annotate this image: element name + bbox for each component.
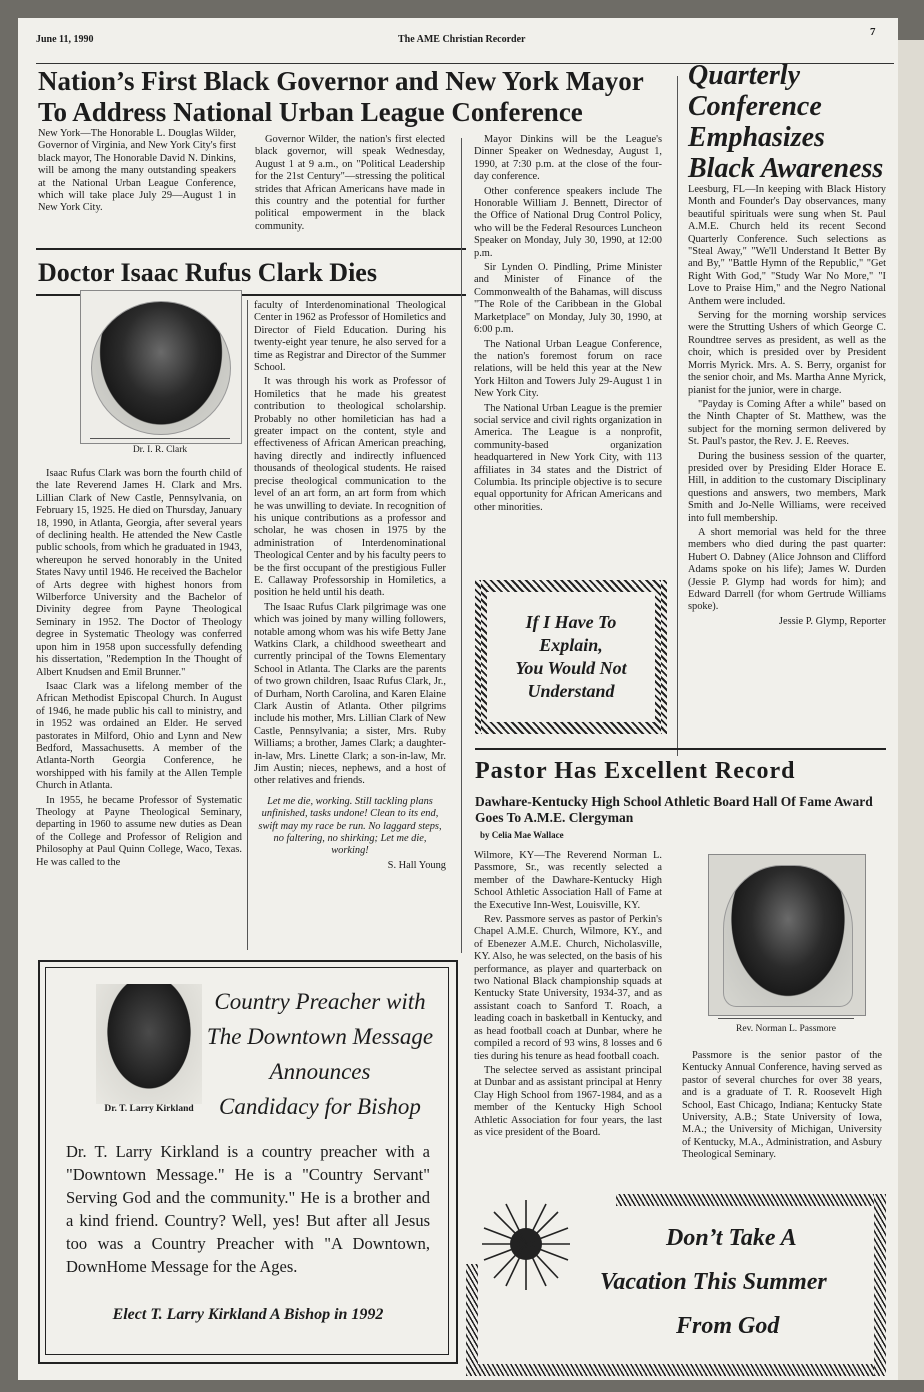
clark-column-rule: [247, 300, 248, 950]
quarterly-para: A short memorial was held for the three members who died during the past quarter: Hubert O. Dabney (Alice Johnson and Clifford Adams spoke on his life); James W. Durden (Jessie P. Glymp had words for him); and Edward Darrell (for whom Gertrude Williams spoke).: [688, 526, 886, 613]
quarterly-para: Leesburg, FL—In keeping with Black History Month and Founder's Day observances, many beautiful spirituals were sung when St. Paul A.M.E. Church held its recent Second Quarterly Conference. Such selections as "Steal Away," "We'll Understand It Better By and By," "Battle Hymn of the Republic," "Get Right With God," "Study War No More," "I Love to Praise Him," and the Negro National Anthem were included.: [688, 184, 886, 307]
clark-col-2-para: faculty of Interdenominational Theological Center in 1962 as Professor of Homiletics and Director of Field Education. During his twenty-eight year tenure, he also served for a time as Registrar and Director of the Summer School.: [254, 300, 446, 374]
quarterly-headline-line: Black Awareness: [688, 153, 884, 184]
urban-col-3: [474, 134, 662, 516]
kirkland-body: Dr. T. Larry Kirkland is a country preacher with a "Downtown Message." He is a "Country Servant" Serving God and the community." He is a brother and a kind friend. Country? Well, yes! But after all Jesus too was a Country Preacher with "A Downtown, DownHome Message for the Ages.: [66, 1142, 430, 1276]
clark-col-1: [36, 468, 242, 871]
vacation-ad: [466, 1194, 886, 1376]
pastor-col-1-para: Wilmore, KY—The Reverend Norman L. Passmore, Sr., was recently selected a member of the Dawhare-Kentucky High School Athletic Association Hall of Fame at the Executive Inn-West, Louisville, KY.: [474, 850, 662, 911]
explain-box: [487, 592, 655, 722]
pastor-col-2-text: Passmore is the senior pastor of the Kentucky Annual Conference, having served as pastor of several churches for over 38 years, and is a graduate of T. R. Roosevelt High School, East Chicago, Indiana; Kentucky State University, A.B.; State University of Iowa, M.A.; the University of Michigan, University of Kentucky, M.A., Administration, and Asbury Theological Seminary.: [682, 1050, 882, 1161]
vacation-line: From God: [676, 1313, 780, 1339]
urban-col-1-text: New York—The Honorable L. Douglas Wilder, Governor of Virginia, and New York City's first black mayor, The Honorable David N. Dinkins, will be among the many outstanding speakers at the National Urban League Conference, which will take place July 29—August 1 in New York City.: [38, 128, 236, 214]
kirkland-headline-line: Candidacy for Bishop: [219, 1094, 421, 1119]
urban-rule: [36, 248, 466, 250]
explain-box-line: Explain,: [539, 635, 603, 655]
kirkland-caption: Dr. T. Larry Kirkland: [104, 1104, 194, 1114]
pastor-col-1-para: Rev. Passmore serves as pastor of Perkin's Chapel A.M.E. Church, Wilmore, KY., and of Ebenezer A.M.E. Church, Nicholasville, KY. Also, he was selected, on the basis of his performance, as player and quarterback on two National Black championship squads at Kentucky State University, 1934-37, and as assistant coach to Sanford T. Roach, a leading coach in basketball in Kentucky, and as head football coach at Dunbar, where he compiled a record of 93 wins, 8 losses and 6 ties during his tenure as head football coach.: [474, 914, 662, 1062]
urban-col-2-text: Governor Wilder, the nation's first elected black governor, will speak Wednesday, August 1 at 9 a.m., on "Political Leadership for the 21st Century"—stressing the political strides that African Americans have made in this country and the potential for further political empowerment in the black community.: [255, 134, 445, 232]
clark-col-2-para: It was through his work as Professor of Homiletics that he made his greatest contribution to theological scholarship. Probably no other homiletician has had a greater impact on the content, style and effectiveness of African American preaching, having directly and indirectly influenced thousands of theological students. He raised precise theological communication to the level of an art form, an art form from which he was unwilling to deviate. In recognition of his unique contributions as a professor and scholar, he was chosen in 1975 by the administration of Interdenominational Theological Center and by his faculty peers to be the first occupant of the prestigious Fuller E. Callaway Professorship in Homiletics, a position he held until his death.: [254, 376, 446, 599]
clark-poem: Let me die, working. Still tackling plans unfinished, tasks undone! Clean to its end, swift may my race be run. No laggard steps, no faltering, no shirking; Let me die, working!: [258, 795, 442, 857]
urban-col-3-para: The National Urban League Conference, the nation's foremost forum on race relations, will be held this year at the New York Hilton and Towers July 29-August 1 in New York City.: [474, 338, 662, 400]
kirkland-headline-line: The Downtown Message: [206, 1024, 434, 1049]
clark-col-1-para: In 1955, he became Professor of Systematic Theology at Payne Theological Seminary, departing in 1960 to assume new duties as Dean of the College and Professor of Religion and Philosophy at Paul Quinn College, Waco, Texas. He was called to the: [36, 794, 242, 868]
passmore-photo: [723, 865, 853, 1007]
kirkland-headline: [200, 984, 440, 1124]
urban-headline: [38, 66, 698, 128]
passmore-caption: Rev. Norman L. Passmore: [736, 1024, 836, 1034]
quarterly-headline-line: Conference: [688, 91, 822, 122]
clark-col-1-para: Isaac Clark was a lifelong member of the African Methodist Episcopal Church. In August of 1946, he made public his call to ministry, and in 1952 was ordained an Elder. He served pastorates in Milford, Ohio and Lynn and New Bedford, Massachusetts. A member of the Atlanta-North Georgia Conference, he worshipped with his family at the Allen Temple Church in Atlanta.: [36, 680, 242, 792]
explain-box-border: [475, 580, 667, 734]
sun-icon: [474, 1198, 584, 1298]
kirkland-slogan: Elect T. Larry Kirkland A Bishop in 1992: [112, 1306, 384, 1323]
quarterly-headline-line: Emphasizes: [688, 122, 825, 153]
newspaper-page: [18, 18, 898, 1380]
clark-poem-author: S. Hall Young: [387, 859, 446, 871]
clark-col-2-para: The Isaac Rufus Clark pilgrimage was one which was joined by many willing followers, notable among whom was his wife Betty Jane Watkins Clark, a childhood sweetheart and currently principal of the Towns Elementary School in Atlanta. The Clarks are the parents of two grown children, Isaac Rufus Clark, Jr., of Durham, North Carolina, and Karen Elaine Clark Austin of Atlanta. Other pilgrims include his mother, Mrs. Lillian Clark of New Castle, Pennsylvania; a sister, Mrs. Ruby Williams; a brother, James Clark; a daughter-in-law, Mrs. Linette Clark; a son-in-law, Mr. Jim Austin; nieces, nephews, and a host of other relatives and friends.: [254, 601, 446, 787]
explain-box-line: If I Have To: [525, 612, 617, 632]
quarterly-para: During the business session of the quarter, presided over by Presiding Elder Horace E. Hill, in addition to the customary Disciplinary questions and answers, two members, Mark Smith and Jo-Nelle Williams, were received into full membership.: [688, 450, 886, 524]
vacation-hatch-right: [874, 1194, 886, 1376]
clark-caption: Dr. I. R. Clark: [132, 445, 188, 455]
header-page-number: 7: [870, 26, 876, 38]
urban-headline-line-1: Nation’s First Black Governor and New York Mayor: [38, 66, 644, 96]
vacation-hatch-bottom: [466, 1364, 886, 1376]
passmore-photo-frame: [708, 854, 866, 1016]
pastor-col-2: [682, 1050, 882, 1164]
clark-photo-frame: [80, 290, 242, 444]
clark-headline: Doctor Isaac Rufus Clark Dies: [38, 258, 377, 287]
urban-col-2: [255, 134, 445, 235]
urban-col-3-para: Sir Lynden O. Pindling, Prime Minister and Minister of Finance of the Commonwealth of the Bahamas, will discuss "The Role of the Caribbean in the Global Marketplace" on Monday, July 30, 1990, at 6:00 p.m.: [474, 262, 662, 336]
clark-col-1-para: Isaac Rufus Clark was born the fourth child of the late Reverend James H. Clark and Mrs. Lillian Clark of New Castle, Pennsylvania, on February 15, 1925. He died on Thursday, January 18, 1990, in Atlanta, Georgia, after several years of declining health. He attended the New Castle public schools, from which he graduated in 1943, whereupon he served honorably in the United States Navy until 1946. He received the Bachelor of Arts degree with highest honors from Wilberforce University and the Bachelor of Divinity degree from Payne Theological Seminary in 1952. The Doctor of Theology degree in Systematic Theology was conferred upon him in 1958 upon successfully defending his dissertation, "Redemption In the Thought of Albert Knudsen and Emil Brunner.": [36, 468, 242, 678]
pastor-headline: Pastor Has Excellent Record: [475, 758, 796, 784]
vacation-hatch-top: [616, 1194, 886, 1206]
explain-box-line: You Would Not: [515, 658, 627, 678]
header-paper-name: The AME Christian Recorder: [398, 34, 526, 45]
quarterly-byline: Jessie P. Glymp, Reporter: [778, 615, 886, 627]
urban-col-3-para: Mayor Dinkins will be the League's Dinner Speaker on Wednesday, August 1, 1990, at 7:30 p.m. at the close of the four-day conference.: [474, 134, 662, 183]
urban-col-3-para: The National Urban League is the premier social service and civil rights organization in America. The League is a nonprofit, community-based organization headquartered in New York City, with 113 affiliates in 34 states and the District of Columbia. Its principle objective is to secure equal opportunity for African Americans and other minorities.: [474, 402, 662, 513]
pastor-rule: [475, 748, 886, 750]
urban-col-3-para: Other conference speakers include The Honorable William J. Bennett, Director of the Office of National Drug Control Policy, who will be the Federal Resources Luncheon Speaker on Monday, July 30, 1990, at 12:00 p.m.: [474, 185, 662, 259]
clark-caption-rule: [90, 438, 230, 439]
kirkland-headline-line: Announces: [269, 1059, 371, 1084]
quarterly-para: "Payday is Coming After a while" based on the Ninth Chapter of St. Matthew, was the subject for the morning sermon delivered by St. Paul's pastor, the Rev. J. E. Reeves.: [688, 398, 886, 448]
quarterly-body: [688, 184, 886, 628]
pastor-col-1-para: The selectee served as assistant principal at Dunbar and as assistant principal at Henry Clay High School from 1967-1984, and as a member of the Kentucky High School Athletic Association for four years, the last as vice president of the Board.: [474, 1064, 662, 1138]
quarterly-para: Serving for the morning worship services were the Strutting Ushers of which George C. Roundtree serves as president, as well as the choir, which is presided over by President Morris Myrick. Mrs. A. S. Berry, organist for the senior choir, and Ms. Martha Anne Myrick, pianist for the junior, were in charge.: [688, 310, 886, 396]
quarterly-headline: [688, 60, 898, 184]
vacation-text: [576, 1216, 872, 1348]
passmore-caption-rule: [718, 1018, 854, 1019]
clark-photo: [91, 301, 231, 435]
vacation-line: Vacation This Summer: [600, 1269, 827, 1295]
quarterly-headline-line: Quarterly: [688, 60, 800, 91]
pastor-byline: by Celia Mae Wallace: [480, 830, 564, 840]
kirkland-ad: [38, 960, 458, 1364]
urban-col-1: [38, 128, 236, 217]
pastor-subhead: Dawhare-Kentucky High School Athletic Board Hall Of Fame Award Goes To A.M.E. Clergyman: [475, 794, 873, 825]
pastor-col-1: [474, 850, 662, 1141]
kirkland-headline-line: Country Preacher with: [214, 989, 426, 1014]
clark-col-2: [254, 300, 446, 872]
kirkland-photo: [96, 984, 202, 1104]
column-rule-middle: [461, 138, 462, 953]
urban-headline-line-2: To Address National Urban League Conference: [38, 97, 583, 127]
vacation-line: Don’t Take A: [666, 1225, 797, 1251]
explain-box-line: Understand: [527, 681, 615, 701]
column-rule-right: [677, 76, 678, 756]
header-date: June 11, 1990: [36, 34, 94, 45]
